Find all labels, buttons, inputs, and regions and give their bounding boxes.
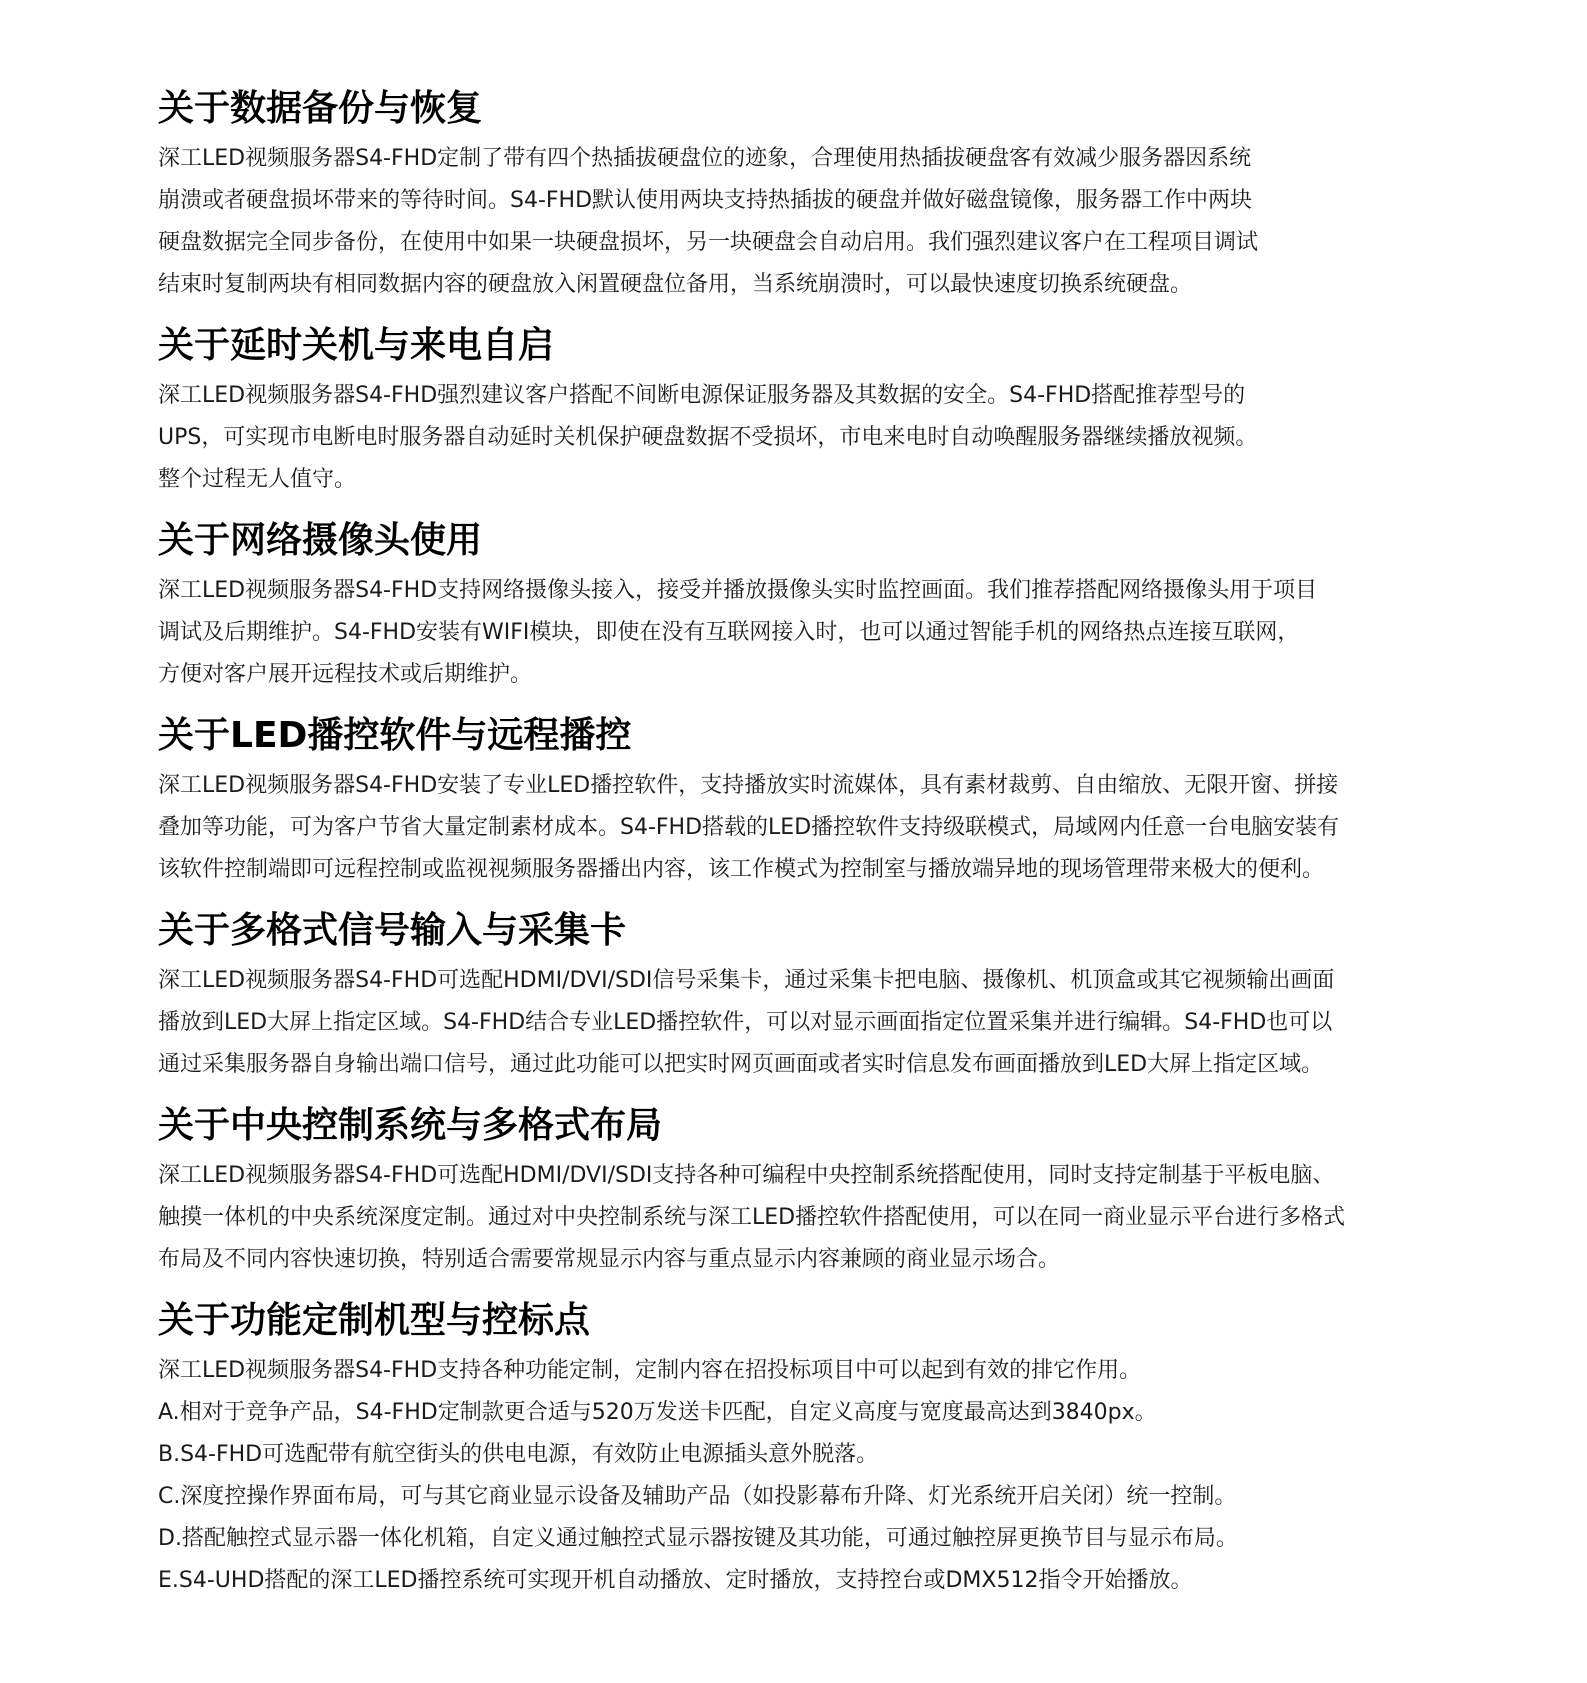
section-title: 关于延时关机与来电自启 <box>158 325 555 366</box>
paragraph-line: 深工LED视频服务器S4-FHD安装了专业LED播控软件，支持播放实时流媒体，具有素材裁剪、自由缩放、无限开窗、拼接 <box>158 773 1339 798</box>
paragraph-line: 深工LED视频服务器S4-FHD支持各种功能定制，定制内容在招投标项目中可以起到有效的排它作用。 <box>158 1358 1142 1383</box>
document-body <box>158 84 1478 1617</box>
list-item: B.S4-FHD可选配带有航空街头的供电电源，有效防止电源插头意外脱落。 <box>158 1442 879 1467</box>
section-led-software <box>158 711 1478 891</box>
paragraph-line: 布局及不同内容快速切换，特别适合需要常规显示内容与重点显示内容兼顾的商业显示场合。 <box>158 1247 1061 1272</box>
paragraph-line: 触摸一体机的中央系统深度定制。通过对中央控制系统与深工LED播控软件搭配使用，可以在同一商业显示平台进行多格式 <box>158 1205 1346 1230</box>
paragraph-line: 播放到LED大屏上指定区域。S4-FHD结合专业LED播控软件，可以对显示画面指定位置采集并进行编辑。S4-FHD也可以 <box>158 1010 1333 1035</box>
section-data-backup <box>158 84 1478 306</box>
paragraph-line: 结束时复制两块有相同数据内容的硬盘放入闲置硬盘位备用，当系统崩溃时，可以最快速度切换系统硬盘。 <box>158 272 1193 297</box>
section-central-control <box>158 1101 1478 1281</box>
paragraph-line: 硬盘数据完全同步备份，在使用中如果一块硬盘损坏，另一块硬盘会自动启用。我们强烈建议客户在工程项目调试 <box>158 230 1259 255</box>
paragraph-line: 叠加等功能，可为客户节省大量定制素材成本。S4-FHD搭载的LED播控软件支持级联模式，局域网内任意一台电脑安装有 <box>158 815 1340 840</box>
paragraph-line: UPS，可实现市电断电时服务器自动延时关机保护硬盘数据不受损坏，市电来电时自动唤醒服务器继续播放视频。 <box>158 425 1258 450</box>
paragraph-line: 深工LED视频服务器S4-FHD可选配HDMI/DVI/SDI信号采集卡，通过采集卡把电脑、摄像机、机顶盒或其它视频输出画面 <box>158 968 1335 993</box>
section-custom-models <box>158 1296 1478 1602</box>
section-title: 关于中央控制系统与多格式布局 <box>158 1105 663 1146</box>
paragraph-line: 深工LED视频服务器S4-FHD支持网络摄像头接入，接受并播放摄像头实时监控画面。我们推荐搭配网络摄像头用于项目 <box>158 578 1318 603</box>
section-delayed-shutdown <box>158 321 1478 501</box>
section-title: 关于网络摄像头使用 <box>158 520 483 561</box>
paragraph-line: 深工LED视频服务器S4-FHD定制了带有四个热插拔硬盘位的迹象，合理使用热插拔硬盘客有效减少服务器因系统 <box>158 146 1252 171</box>
list-item: A.相对于竞争产品，S4-FHD定制款更合适与520万发送卡匹配，自定义高度与宽度最高达到3840px。 <box>158 1400 1157 1425</box>
section-title: 关于LED播控软件与远程播控 <box>158 715 632 756</box>
section-title: 关于数据备份与恢复 <box>158 88 483 129</box>
list-item: C.深度控操作界面布局，可与其它商业显示设备及辅助产品（如投影幕布升降、灯光系统开启关闭）统一控制。 <box>158 1484 1237 1509</box>
paragraph-line: 崩溃或者硬盘损坏带来的等待时间。S4-FHD默认使用两块支持热插拔的硬盘并做好磁盘镜像，服务器工作中两块 <box>158 188 1253 213</box>
paragraph-line: 方便对客户展开远程技术或后期维护。 <box>158 662 533 687</box>
section-title: 关于多格式信号输入与采集卡 <box>158 910 627 951</box>
list-item: D.搭配触控式显示器一体化机箱，自定义通过触控式显示器按键及其功能，可通过触控屏更换节目与显示布局。 <box>158 1526 1238 1551</box>
paragraph-line: 该软件控制端即可远程控制或监视视频服务器播出内容，该工作模式为控制室与播放端异地的现场管理带来极大的便利。 <box>158 857 1325 882</box>
paragraph-line: 通过采集服务器自身输出端口信号，通过此功能可以把实时网页画面或者实时信息发布画面播放到LED大屏上指定区域。 <box>158 1052 1324 1077</box>
section-signal-input <box>158 906 1478 1086</box>
paragraph-line: 调试及后期维护。S4-FHD安装有WIFI模块，即使在没有互联网接入时，也可以通过智能手机的网络热点连接互联网， <box>158 620 1300 645</box>
paragraph-line: 深工LED视频服务器S4-FHD强烈建议客户搭配不间断电源保证服务器及其数据的安全。S4-FHD搭配推荐型号的 <box>158 383 1246 408</box>
section-title: 关于功能定制机型与控标点 <box>158 1300 591 1341</box>
section-network-camera <box>158 516 1478 696</box>
paragraph-line: 深工LED视频服务器S4-FHD可选配HDMI/DVI/SDI支持各种可编程中央控制系统搭配使用，同时支持定制基于平板电脑、 <box>158 1163 1335 1188</box>
list-item: E.S4-UHD搭配的深工LED播控系统可实现开机自动播放、定时播放，支持控台或DMX512指令开始播放。 <box>158 1568 1193 1593</box>
paragraph-line: 整个过程无人值守。 <box>158 467 357 492</box>
